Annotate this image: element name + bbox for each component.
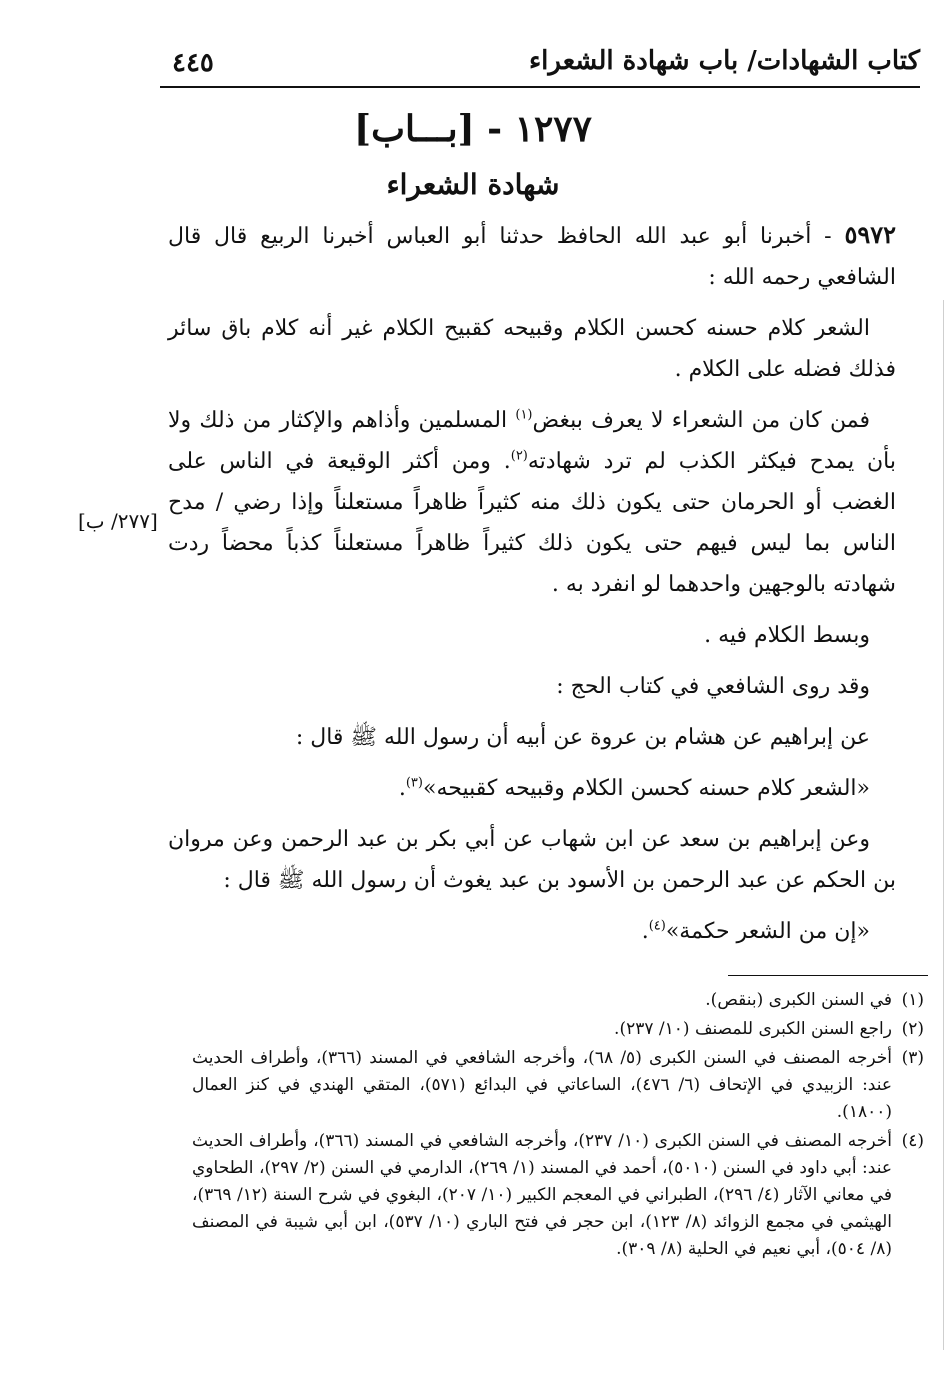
footnote-ref[interactable]: (٢) xyxy=(510,448,528,464)
paragraph-text: المسلمين وأذاهم والإكثار من ذلك ولا بأن يمدح فيكثر الكذب لم ترد شهادته xyxy=(168,408,897,474)
scan-edge-line xyxy=(943,300,944,1350)
footnote-divider xyxy=(728,975,928,976)
footnote-number: (٤) xyxy=(901,1131,924,1151)
paragraph-text: . xyxy=(398,776,406,801)
paragraph xyxy=(168,308,896,390)
paragraph-text: «الشعر كلام حسنه كحسن الكلام وقبيحه كقبيحه» xyxy=(422,776,870,801)
paragraph xyxy=(168,819,896,901)
chapter-heading: ١٢٧٧ - [بـــاب] xyxy=(354,108,592,150)
paragraph xyxy=(168,400,896,605)
paragraph-text: الشعر كلام حسنه كحسن الكلام وقبيحه كقبيح الكلام غير أنه كلام باق سائر فذلك فضله على الكلام . xyxy=(168,316,896,382)
paragraph-text: فمن كان من الشعراء لا يعرف ببغض xyxy=(532,408,870,433)
footnote-number: (٢) xyxy=(901,1019,924,1039)
hadith-number: ٥٩٧٢ xyxy=(844,220,896,249)
footnote xyxy=(192,1045,924,1126)
footnote xyxy=(192,1128,924,1263)
paragraph xyxy=(168,717,896,758)
paragraph xyxy=(168,666,896,707)
paragraph-text: - أخبرنا أبو عبد الله الحافظ حدثنا أبو العباس أخبرنا الربيع قال قال الشافعي رحمه الله : xyxy=(168,224,896,290)
paragraph-text: . ومن أكثر الوقيعة في الناس على الغضب أو الحرمان حتى يكون ذلك منه كثيراً ظاهراً مستعلناً وإذا رضي / مدح الناس بما ليس فيهم حتى يكون ذلك كثيراً ظاهراً مستعلناً كذباً محضاً ردت شهادته بالوجهين واحدهما لو انفرد به . xyxy=(168,449,896,597)
footnote-ref[interactable]: (٣) xyxy=(405,775,423,791)
running-header xyxy=(160,42,920,88)
paragraph-text: وقد روى الشافعي في كتاب الحج : xyxy=(556,674,870,699)
paragraph xyxy=(168,911,896,952)
footnote xyxy=(192,1016,924,1043)
paragraph-hadith-number xyxy=(168,214,896,298)
footnote-number: (١) xyxy=(901,990,924,1010)
margin-folio-note: [٢٧٧/ ب] xyxy=(78,509,158,533)
footnote-number: (٣) xyxy=(901,1048,924,1068)
paragraph xyxy=(168,615,896,656)
paragraph-text: وبسط الكلام فيه . xyxy=(704,623,870,648)
paragraph xyxy=(168,768,896,809)
footnotes xyxy=(192,987,924,1265)
page-number: ٤٤٥ xyxy=(172,48,214,78)
footnote-text: في السنن الكبرى (بنقص). xyxy=(705,990,892,1010)
footnote-text: راجع السنن الكبرى للمصنف (١٠/ ٢٣٧). xyxy=(614,1019,892,1039)
paragraph-text: . xyxy=(641,919,649,944)
footnote xyxy=(192,987,924,1014)
footnote-text: أخرجه المصنف في السنن الكبرى (١٠/ ٢٣٧)، وأخرجه الشافعي في المسند (٣٦٦)، وأطراف الحديث عند: أبي داود في السنن (٥٠١٠)، أحمد في المسند (١/ ٢٦٩)، الدارمي في السنن (٢/ ٢٩٧)، الطحاوي في معاني الآثار (٤/ ٢٩٦)، الطبراني في المعجم الكبير (١٠/ ٢٠٧)، البغوي في شرح السنة (١٢/ ٣٦٩)، الهيثمي في مجمع الزوائد (٨/ ١٢٣)، ابن حجر في فتح الباري (١٠/ ٥٣٧)، ابن أبي شيبة في المصنف (٨/ ٥٠٤)، أبي نعيم في الحلية (٨/ ٣٠٩). xyxy=(192,1131,892,1259)
paragraph-text: عن إبراهيم عن هشام بن عروة عن أبيه أن رسول الله ﷺ قال : xyxy=(295,725,870,750)
footnote-ref[interactable]: (١) xyxy=(515,407,533,423)
paragraph-text: «إن من الشعر حكمة» xyxy=(665,919,870,944)
footnote-ref[interactable]: (٤) xyxy=(648,918,666,934)
paragraph-text: وعن إبراهيم بن سعد عن ابن شهاب عن أبي بكر بن عبد الرحمن وعن مروان بن الحكم عن عبد الرحمن بن الأسود بن عبد يغوث أن رسول الله ﷺ قال : xyxy=(168,827,896,893)
chapter-subtitle: شهادة الشعراء xyxy=(386,168,560,201)
footnote-text: أخرجه المصنف في السنن الكبرى (٥/ ٦٨)، وأخرجه الشافعي في المسند (٣٦٦)، وأطراف الحديث عند: الزبيدي في الإتحاف (٦/ ٤٧٦)، الساعاتي في البدائع (٥٧١)، المتقي الهندي في كنز العمال (١٨٠٠). xyxy=(192,1048,893,1122)
running-title: كتاب الشهادات/ باب شهادة الشعراء xyxy=(528,46,920,76)
main-text xyxy=(168,214,896,962)
